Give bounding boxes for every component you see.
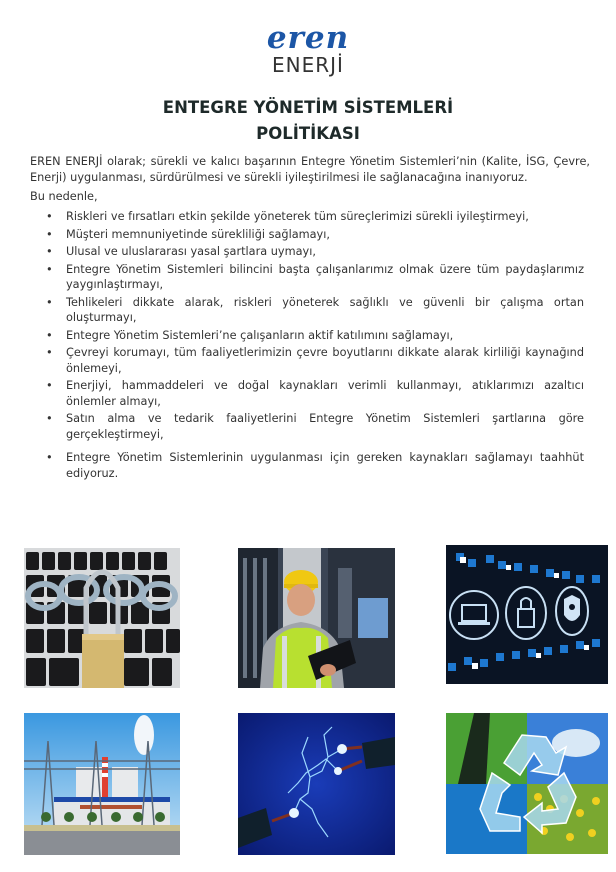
page-title xyxy=(0,95,616,147)
list-item-text: Entegre Yönetim Sistemleri’ne çalışanların aktif katılımını sağlamayı, xyxy=(66,328,454,342)
company-logo xyxy=(0,22,616,76)
list-item xyxy=(46,227,584,243)
bullet-icon: • xyxy=(46,210,53,223)
list-item xyxy=(46,411,584,442)
list-item-text: Enerjiyi, hammaddeleri ve doğal kaynakları verimli kullanmayı, atıklarımızı azaltıcı önlemler almayı, xyxy=(66,379,584,408)
list-item-text: Çevreyi korumayı, tüm faaliyetlerimizin çevre boyutlarını dikkate alarak kirliliği kaynağınd önlemeyi, xyxy=(66,346,584,375)
list-item xyxy=(46,328,584,344)
policy-list xyxy=(46,209,584,483)
photo-chain-padlock xyxy=(24,548,180,688)
bullet-icon: • xyxy=(46,227,53,241)
list-item xyxy=(46,209,584,225)
list-item xyxy=(46,345,584,376)
list-item-text: Satın alma ve tedarik faaliyetlerini Entegre Yönetim Sistemleri şartlarına göre gerçekleştirmeyi, xyxy=(66,412,584,441)
photo-electric-spark xyxy=(238,713,395,855)
list-item-text: Ulusal ve uluslararası yasal şartlara uymayı, xyxy=(66,245,316,258)
list-item xyxy=(46,244,584,260)
title-line-2: POLİTİKASI xyxy=(256,124,360,143)
bullet-icon: • xyxy=(46,262,53,276)
logo-brand: eren xyxy=(266,20,350,56)
list-item xyxy=(46,378,584,409)
photo-cyber-security xyxy=(446,545,608,684)
bullet-icon: • xyxy=(46,328,53,342)
lead-text: Bu nedenle, xyxy=(30,190,98,203)
list-item-text: Riskleri ve fırsatları etkin şekilde yöneterek tüm süreçlerimizi sürekli iyileştirmeyi, xyxy=(66,210,529,223)
bullet-icon: • xyxy=(46,295,53,309)
list-item xyxy=(46,295,584,326)
bullet-icon: • xyxy=(46,412,53,425)
title-line-1: ENTEGRE YÖNETİM SİSTEMLERİ xyxy=(162,98,454,117)
bullet-icon: • xyxy=(46,379,53,392)
list-item-text: Müşteri memnuniyetinde sürekliliği sağlamayı, xyxy=(66,227,330,241)
photo-worker xyxy=(238,548,395,688)
list-item xyxy=(46,262,584,293)
list-item-text: Entegre Yönetim Sistemlerinin uygulanması için gereken kaynakları sağlamayı taahhüt ediyoruz. xyxy=(66,451,584,480)
list-item-text: Tehlikeleri dikkate alarak, riskleri yöneterek sağlıklı ve güvenli bir çalışma ortan oluşturmayı, xyxy=(66,295,584,324)
photo-power-plant xyxy=(24,713,180,855)
logo-subtitle: ENERJİ xyxy=(272,53,344,77)
intro-paragraph: EREN ENERJİ olarak; sürekli ve kalıcı başarının Entegre Yönetim Sistemleri’nin (Kalite, İSG, Çevre, Enerji) uygulanması, sürdürülmesi ve sürekli iyileştirilmesi ile sağlanacağına inanıyoruz. xyxy=(30,155,590,184)
bullet-icon: • xyxy=(46,346,53,359)
bullet-icon: • xyxy=(46,451,53,464)
photo-recycle-nature xyxy=(446,713,608,854)
list-item xyxy=(46,450,584,481)
bullet-icon: • xyxy=(46,245,53,258)
list-item-text: Entegre Yönetim Sistemleri bilincini başta çalışanlarımız olmak üzere tüm paydaşlarımız yaygınlaştırmayı, xyxy=(66,262,584,291)
